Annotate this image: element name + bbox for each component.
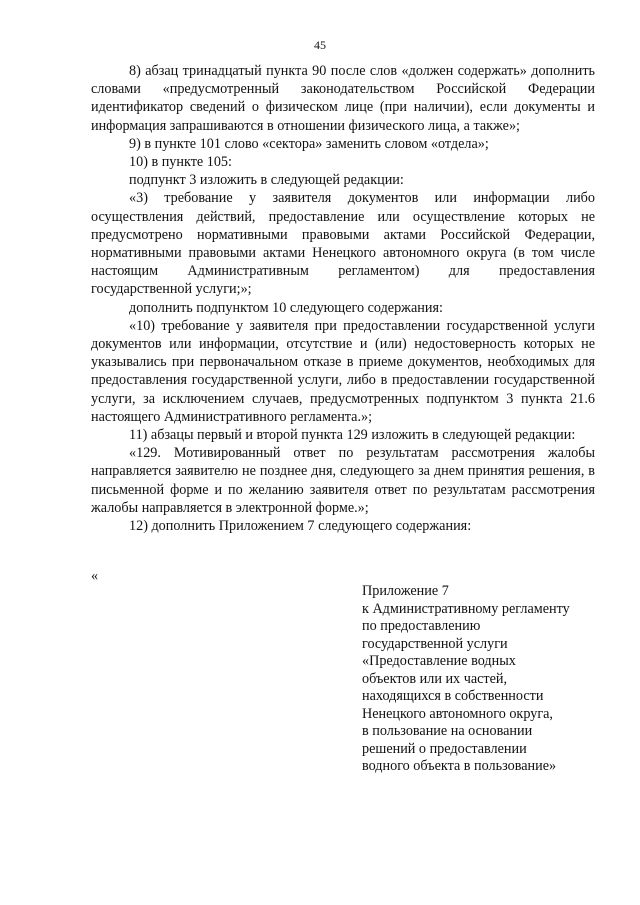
appendix-line: по предоставлению	[362, 618, 481, 634]
appendix-line: объектов или их частей,	[362, 670, 508, 687]
paragraph-subitem-10-text: «10) требование у заявителя при предоставлении государственной услуги документов или информации, отсутствие и (или) недостоверность которых не указывались при первоначальном отказе в приеме документов, необходимых для предоставления государственной услуги, либо в предоставлении государственной услуги, за исключением случаев, предусмотренных подпунктом 3 пункта 21.6 настоящего Административного регламента.»;	[91, 317, 595, 425]
appendix-line: «Предоставление водных	[362, 653, 516, 669]
paragraph-item-10: 10) в пункте 105:	[129, 154, 232, 171]
paragraph-subitem-3-text: «3) требование у заявителя документов или информации либо осуществления действий, предоставление или осуществление которых не предусмотрено нормативными правовыми актами Российской Федерации, нормативными правовыми актами Ненецкого автономного округа (в том числе настоящим Административным регламентом) для предоставления государственной услуги;»;	[91, 190, 595, 298]
paragraph-item-11: 11) абзацы первый и второй пункта 129 изложить в следующей редакции:	[129, 427, 576, 444]
appendix-line: Ненецкого автономного округа,	[362, 705, 553, 722]
opening-quote-mark: «	[91, 568, 99, 584]
page-number: 45	[314, 38, 326, 52]
appendix-line: в пользование на основании	[362, 723, 533, 739]
appendix-line: к Административному регламенту	[362, 600, 570, 617]
paragraph-item-9: 9) в пункте 101 слово «сектора» заменить словом «отдела»;	[129, 135, 489, 152]
appendix-line: водного объекта в пользование»	[362, 758, 557, 774]
paragraph-item-8: 8) абзац тринадцатый пункта 90 после слов «должен содержать» дополнить словами «предусмотренный законодательством Российской Федерации идентификатор сведений о физическом лице (при наличии), если документы и информация запрашиваются в отношении физического лица, а также»;	[91, 63, 595, 134]
appendix-line: находящихся в собственности	[362, 688, 544, 704]
paragraph-subitem-10-intro: дополнить подпунктом 10 следующего содержания:	[129, 299, 443, 316]
paragraph-subitem-3-intro: подпункт 3 изложить в следующей редакции:	[129, 172, 404, 189]
appendix-line: государственной услуги	[362, 635, 508, 652]
appendix-line: решений о предоставлении	[362, 740, 527, 757]
document-body	[91, 62, 595, 535]
paragraph-item-12: 12) дополнить Приложением 7 следующего содержания:	[129, 518, 472, 535]
appendix-line: Приложение 7	[362, 583, 449, 599]
appendix-header-block	[362, 583, 602, 776]
paragraph-point-129-text: «129. Мотивированный ответ по результатам рассмотрения жалобы направляется заявителю не позднее дня, следующего за днем принятия решения, в письменной форме и по желанию заявителя ответ по результатам рассмотрения жалобы направляется в электронной форме.»;	[91, 445, 595, 516]
